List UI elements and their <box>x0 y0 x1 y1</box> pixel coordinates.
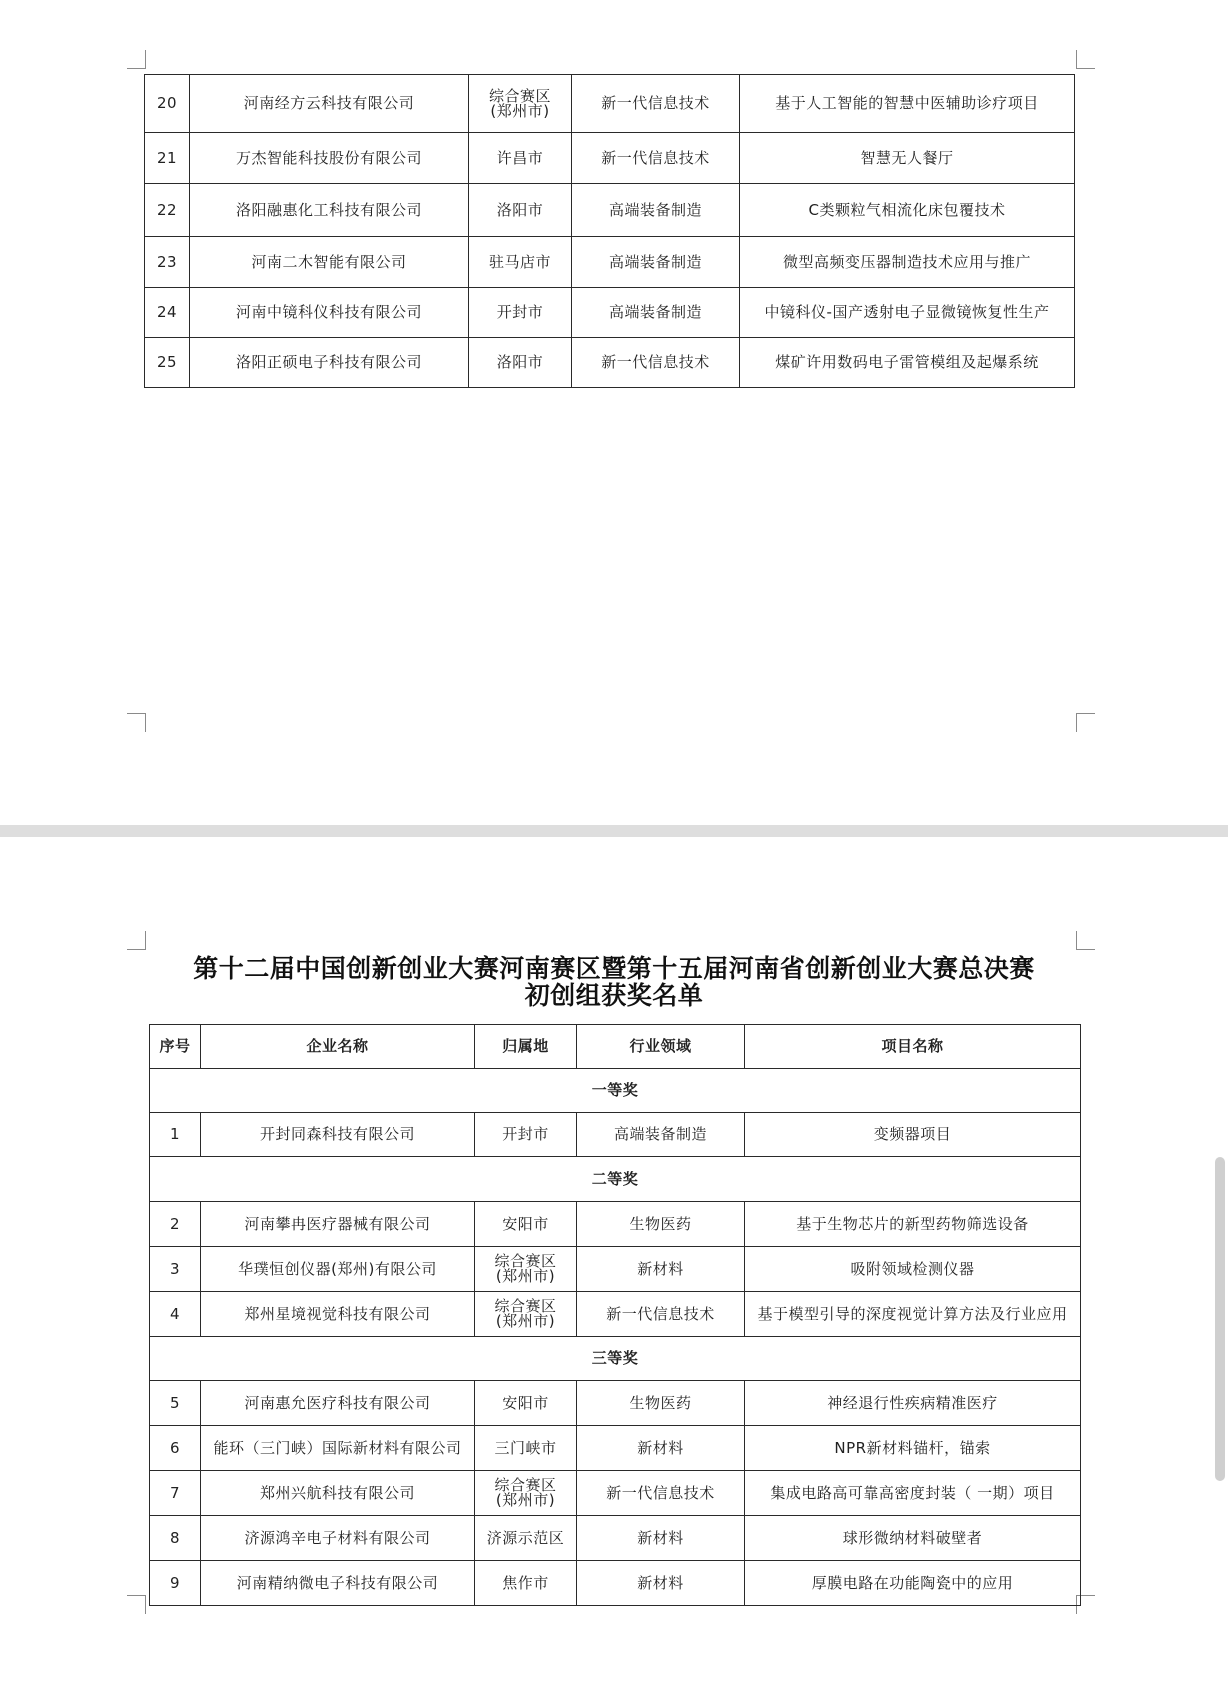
table-row <box>150 1247 1081 1292</box>
cell-company: 洛阳融惠化工科技有限公司 <box>190 184 469 237</box>
cell-region <box>475 1516 577 1561</box>
table-body <box>145 75 1075 388</box>
region-line: 综合赛区 <box>494 1476 557 1494</box>
cell-company: 洛阳正硕电子科技有限公司 <box>190 338 469 388</box>
document-page-2 <box>0 837 1228 1681</box>
cell-no: 3 <box>150 1247 201 1292</box>
cell-company: 河南惠允医疗科技有限公司 <box>201 1381 475 1426</box>
region-line: 洛阳市 <box>496 353 544 371</box>
cell-no: 22 <box>145 184 190 237</box>
region-line: 洛阳市 <box>496 200 544 219</box>
page-corner-mark <box>127 931 146 950</box>
table-row <box>150 1202 1081 1247</box>
region-line: (郑州市) <box>490 101 550 120</box>
cell-no: 2 <box>150 1202 201 1247</box>
table-row <box>150 1516 1081 1561</box>
cell-industry: 新材料 <box>577 1426 745 1471</box>
cell-industry: 高端装备制造 <box>572 288 740 338</box>
document-title <box>0 955 1228 1009</box>
cell-industry: 新一代信息技术 <box>572 133 740 184</box>
cell-project: 微型高频变压器制造技术应用与推广 <box>740 237 1075 288</box>
page-corner-mark <box>127 50 146 69</box>
cell-company: 河南攀冉医疗器械有限公司 <box>201 1202 475 1247</box>
header-no: 序号 <box>150 1025 201 1069</box>
title-line-2: 初创组获奖名单 <box>524 981 704 1010</box>
region-line: (郑州市) <box>495 1491 556 1509</box>
cell-industry: 新一代信息技术 <box>572 338 740 388</box>
cell-company: 郑州兴航科技有限公司 <box>201 1471 475 1516</box>
cell-region <box>469 184 572 237</box>
cell-region <box>469 237 572 288</box>
cell-project: 厚膜电路在功能陶瓷中的应用 <box>745 1561 1081 1606</box>
table-row <box>150 1561 1081 1606</box>
cell-company: 济源鸿辛电子材料有限公司 <box>201 1516 475 1561</box>
page-corner-mark <box>127 1595 146 1614</box>
cell-project: 中镜科仪-国产透射电子显微镜恢复性生产 <box>740 288 1075 338</box>
region-line: 综合赛区 <box>488 86 551 105</box>
page-corner-mark <box>1076 931 1095 950</box>
region-line: (郑州市) <box>495 1312 556 1330</box>
cell-region <box>469 133 572 184</box>
cell-no: 8 <box>150 1516 201 1561</box>
region-line: 开封市 <box>502 1125 549 1143</box>
table-row <box>150 1113 1081 1157</box>
cell-region <box>469 75 572 133</box>
cell-project: 基于模型引导的深度视觉计算方法及行业应用 <box>745 1292 1081 1337</box>
award-tier-label: 三等奖 <box>150 1337 1081 1381</box>
cell-industry: 高端装备制造 <box>572 237 740 288</box>
region-line: 三门峡市 <box>494 1438 557 1457</box>
table-row <box>145 237 1075 288</box>
region-line: 开封市 <box>496 303 544 321</box>
cell-project: 基于生物芯片的新型药物筛选设备 <box>745 1202 1081 1247</box>
cell-industry: 新材料 <box>577 1247 745 1292</box>
cell-company: 万杰智能科技股份有限公司 <box>190 133 469 184</box>
cell-company: 华璞恒创仪器(郑州)有限公司 <box>201 1247 475 1292</box>
award-tier-label: 二等奖 <box>150 1157 1081 1202</box>
table-row <box>150 1381 1081 1426</box>
cell-no: 21 <box>145 133 190 184</box>
cell-no: 9 <box>150 1561 201 1606</box>
table-row <box>145 184 1075 237</box>
table-body <box>150 1069 1081 1606</box>
award-tier-row <box>150 1069 1081 1113</box>
region-line: (郑州市) <box>495 1267 556 1285</box>
cell-company: 能环（三门峡）国际新材料有限公司 <box>201 1426 475 1471</box>
cell-industry: 新材料 <box>577 1561 745 1606</box>
cell-project: 变频器项目 <box>745 1113 1081 1157</box>
cell-industry: 生物医药 <box>577 1202 745 1247</box>
page-corner-mark <box>127 713 146 732</box>
cell-industry: 新材料 <box>577 1516 745 1561</box>
cell-region <box>469 288 572 338</box>
region-line: 综合赛区 <box>494 1252 557 1270</box>
cell-no: 25 <box>145 338 190 388</box>
cell-project: 球形微纳材料破壁者 <box>745 1516 1081 1561</box>
document-page-1 <box>0 0 1228 825</box>
cell-industry: 高端装备制造 <box>572 184 740 237</box>
header-company: 企业名称 <box>201 1025 475 1069</box>
page-separator <box>0 825 1228 837</box>
cell-project: 智慧无人餐厅 <box>740 133 1075 184</box>
table-row <box>145 288 1075 338</box>
cell-region <box>475 1561 577 1606</box>
cell-project: 集成电路高可靠高密度封装（ 一期）项目 <box>745 1471 1081 1516</box>
award-tier-label: 一等奖 <box>150 1069 1081 1113</box>
cell-no: 5 <box>150 1381 201 1426</box>
page-corner-mark <box>1076 713 1095 732</box>
cell-region <box>469 338 572 388</box>
cell-project: 基于人工智能的智慧中医辅助诊疗项目 <box>740 75 1075 133</box>
cell-no: 24 <box>145 288 190 338</box>
table-row <box>150 1426 1081 1471</box>
cell-company: 郑州星境视觉科技有限公司 <box>201 1292 475 1337</box>
cell-region <box>475 1113 577 1157</box>
cell-project: C类颗粒气相流化床包覆技术 <box>740 184 1075 237</box>
table-header-row <box>150 1025 1081 1069</box>
cell-region <box>475 1381 577 1426</box>
cell-company: 河南精纳微电子科技有限公司 <box>201 1561 475 1606</box>
cell-project: NPR新材料锚杆，锚索 <box>745 1426 1081 1471</box>
table-row <box>150 1292 1081 1337</box>
cell-industry: 新一代信息技术 <box>572 75 740 133</box>
region-line: 焦作市 <box>502 1573 549 1592</box>
header-industry: 行业领域 <box>577 1025 745 1069</box>
cell-region <box>475 1202 577 1247</box>
cell-no: 23 <box>145 237 190 288</box>
award-tier-row <box>150 1157 1081 1202</box>
cell-project: 煤矿许用数码电子雷管模组及起爆系统 <box>740 338 1075 388</box>
cell-project: 吸附领域检测仪器 <box>745 1247 1081 1292</box>
region-line: 许昌市 <box>496 148 544 167</box>
cell-industry: 生物医药 <box>577 1381 745 1426</box>
table-row <box>145 75 1075 133</box>
header-region: 归属地 <box>475 1025 577 1069</box>
cell-company: 河南中镜科仪科技有限公司 <box>190 288 469 338</box>
cell-region <box>475 1471 577 1516</box>
cell-industry: 新一代信息技术 <box>577 1292 745 1337</box>
region-line: 安阳市 <box>502 1214 549 1233</box>
cell-company: 河南二木智能有限公司 <box>190 237 469 288</box>
cell-industry: 新一代信息技术 <box>577 1471 745 1516</box>
awards-table <box>149 1024 1081 1606</box>
cell-region <box>475 1292 577 1337</box>
table-row <box>145 133 1075 184</box>
cell-no: 20 <box>145 75 190 133</box>
region-line: 济源示范区 <box>486 1528 565 1547</box>
award-tier-row <box>150 1337 1081 1381</box>
cell-company: 开封同森科技有限公司 <box>201 1113 475 1157</box>
cell-no: 7 <box>150 1471 201 1516</box>
region-line: 综合赛区 <box>494 1297 557 1315</box>
cell-company: 河南经方云科技有限公司 <box>190 75 469 133</box>
region-line: 驻马店市 <box>488 252 551 271</box>
cell-region <box>475 1426 577 1471</box>
table-row <box>150 1471 1081 1516</box>
cell-no: 1 <box>150 1113 201 1157</box>
vertical-scrollbar[interactable] <box>1215 1157 1225 1481</box>
cell-region <box>475 1247 577 1292</box>
header-project: 项目名称 <box>745 1025 1081 1069</box>
cell-no: 6 <box>150 1426 201 1471</box>
page-corner-mark <box>1076 50 1095 69</box>
cell-project: 神经退行性疾病精准医疗 <box>745 1381 1081 1426</box>
region-line: 安阳市 <box>502 1393 549 1412</box>
table-row <box>145 338 1075 388</box>
title-line-1: 第十二届中国创新创业大赛河南赛区暨第十五届河南省创新创业大赛总决赛 <box>193 954 1035 983</box>
cell-no: 4 <box>150 1292 201 1337</box>
cell-industry: 高端装备制造 <box>577 1113 745 1157</box>
awards-table-continued <box>144 74 1075 388</box>
